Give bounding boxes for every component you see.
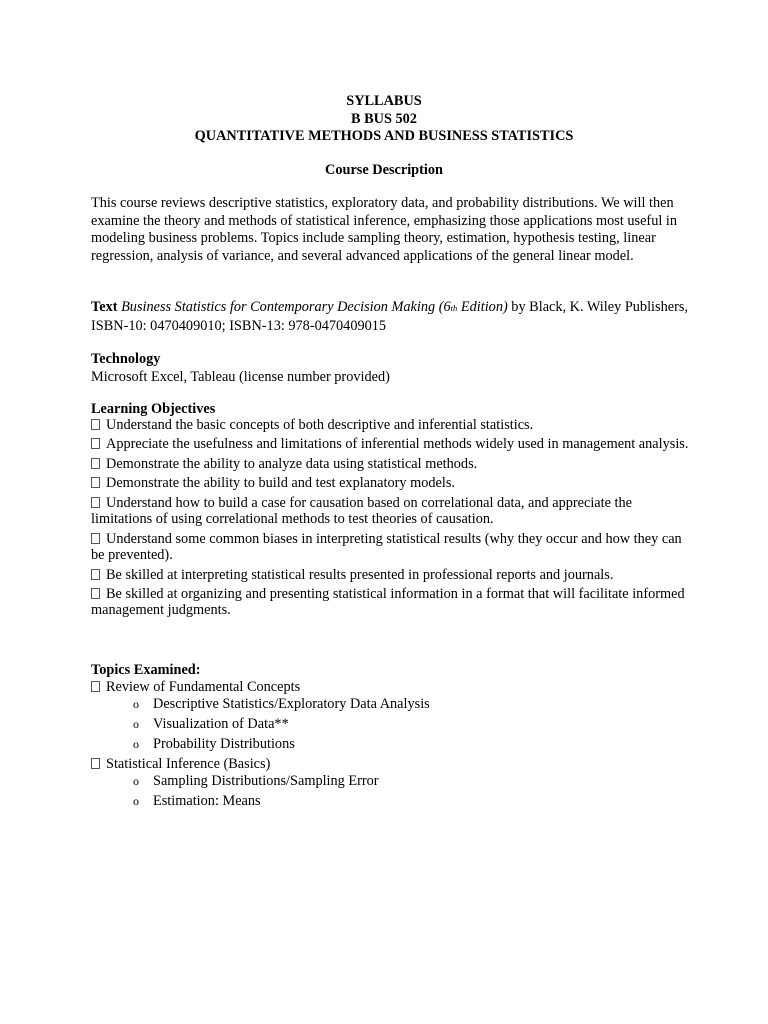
circle-bullet-icon: o <box>133 717 139 731</box>
list-item: o Descriptive Statistics/Exploratory Data Analysis <box>133 696 430 712</box>
course-description-body <box>91 195 691 265</box>
topics-examined-section <box>91 662 691 813</box>
bullet-box-icon <box>91 758 100 769</box>
bullet-box-icon <box>91 419 100 430</box>
list-item: Appreciate the usefulness and limitations of inferential methods widely used in management analysis. <box>91 436 691 452</box>
list-item: Understand the basic concepts of both descriptive and inferential statistics. <box>91 417 691 433</box>
bullet-box-icon <box>91 477 100 488</box>
bullet-box-icon <box>91 438 100 449</box>
circle-bullet-icon: o <box>133 697 139 711</box>
header-course-title: QUANTITATIVE METHODS AND BUSINESS STATISTICS <box>194 128 574 144</box>
circle-bullet-icon: o <box>133 774 139 788</box>
bullet-box-icon <box>91 497 100 508</box>
edition-superscript: th <box>450 303 458 313</box>
list-item: Understand how to build a case for causation based on correlational data, and appreciate the limitations of using correlational methods to test theories of causation. <box>91 494 632 528</box>
bullet-box-icon <box>91 533 100 544</box>
topic-group: Statistical Inference (Basics) <box>91 756 691 773</box>
topic-group: Review of Fundamental Concepts <box>91 679 691 696</box>
learning-objectives-title-wrap <box>91 401 691 419</box>
bullet-box-icon <box>91 588 100 599</box>
circle-bullet-icon: o <box>133 737 139 751</box>
list-item: Understand some common biases in interpreting statistical results (why they occur and how they can be prevented). <box>91 530 682 564</box>
learning-objectives-title: Learning Objectives <box>91 401 216 417</box>
bullet-box-icon <box>91 569 100 580</box>
list-item: o Estimation: Means <box>133 793 261 809</box>
list-item: o Sampling Distributions/Sampling Error <box>133 773 379 789</box>
list-item: Be skilled at organizing and presenting statistical information in a format that will facilitate informed management judgments. <box>91 585 685 619</box>
header-course-code: B BUS 502 <box>351 110 417 127</box>
bullet-box-icon <box>91 681 100 692</box>
topics-title: Topics Examined: <box>91 662 201 678</box>
circle-bullet-icon: o <box>133 794 139 808</box>
list-item: Be skilled at interpreting statistical results presented in professional reports and journals. <box>91 567 691 583</box>
book-title: Business Statistics for Contemporary Decision Making (6th Edition) <box>121 299 508 315</box>
learning-objectives-list <box>91 417 691 622</box>
list-item: o Probability Distributions <box>133 736 295 752</box>
course-description-title: Course Description <box>325 162 443 178</box>
list-item: Demonstrate the ability to build and test explanatory models. <box>91 475 691 491</box>
book-publisher-info: by Black, K. Wiley Publishers, ISBN-10: 0470409010; ISBN-13: 978-0470409015 <box>91 299 688 334</box>
header-syllabus: SYLLABUS <box>346 93 422 109</box>
text-label: Text <box>91 299 118 315</box>
technology-body: Microsoft Excel, Tableau (license number provided) <box>91 368 390 385</box>
list-item: o Visualization of Data** <box>133 716 289 732</box>
technology-title: Technology <box>91 351 161 367</box>
document-header <box>0 93 768 146</box>
bullet-box-icon <box>91 458 100 469</box>
text-section <box>91 299 691 335</box>
course-description-text: This course reviews descriptive statistics, exploratory data, and probability distributions. We will then examine the theory and methods of statistical inference, emphasizing those applications most useful in modeling business problems. Topics include sampling theory, estimation, hypothesis testing, linear regression, analysis of variance, and several advanced applications of the general linear model. <box>91 195 678 264</box>
list-item: Demonstrate the ability to analyze data using statistical methods. <box>91 456 691 472</box>
technology-section <box>91 351 691 386</box>
